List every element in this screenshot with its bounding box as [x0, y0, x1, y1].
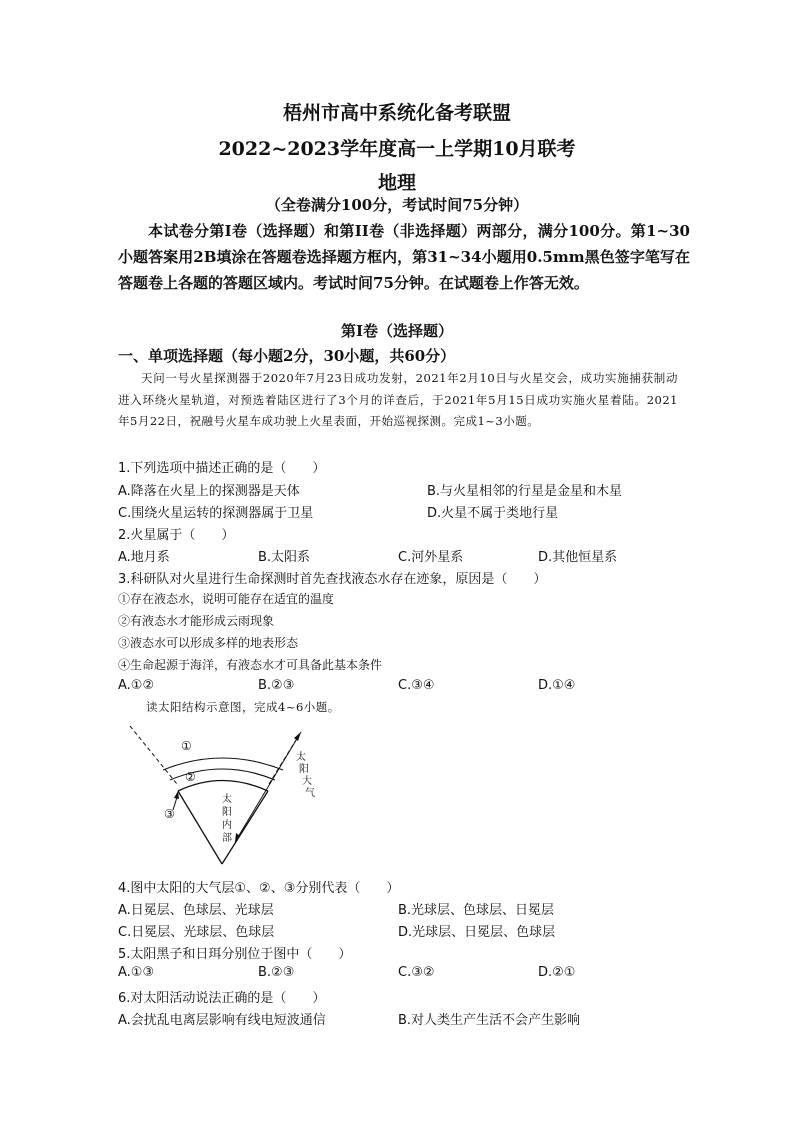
sun-structure-diagram — [118, 718, 318, 873]
q2-option-d: D.其他恒星系 — [538, 550, 618, 565]
q2-option-c: C.河外星系 — [398, 550, 464, 565]
q5-option-d: D.②① — [538, 965, 576, 980]
instructions: 本试卷分第I卷（选择题）和第II卷（非选择题）两部分，满分100分。第1~30小题答案用2B填涂在答题卷选择题方框内，第31~34小题用0.5mm黑色签字笔写在答题卷上各题的答题区域内。考试时间75分钟。在试题卷上作答无效。 — [118, 222, 690, 292]
q6-stem: 6.对太阳活动说法正确的是（ ） — [118, 991, 326, 1006]
q1-option-d: D.火星不属于类地行星 — [427, 506, 559, 521]
q5-option-c: C.③② — [398, 965, 435, 980]
exam-subtitle: 2022~2023学年度高一上学期10月联考 — [218, 138, 576, 160]
q2-option-b: B.太阳系 — [258, 550, 311, 565]
q5-stem: 5.太阳黑子和日珥分别位于图中（ ） — [118, 947, 352, 962]
q6-option-b: B.对人类生产生活不会产生影响 — [398, 1013, 581, 1028]
q4-option-c: C.日冕层、光球层、色球层 — [118, 925, 275, 940]
q2-stem: 2.火星属于（ ） — [118, 528, 235, 543]
part1-title: 第I卷（选择题） — [340, 322, 454, 340]
q1-option-b: B.与火星相邻的行星是金星和木星 — [427, 484, 623, 499]
q1-stem: 1.下列选项中描述正确的是（ ） — [118, 461, 326, 476]
q3-statement-3: ③液态水可以形成多样的地表形态 — [118, 636, 299, 650]
q3-statement-4: ④生命起源于海洋，有液态水才可具备此基本条件 — [118, 658, 383, 672]
layer-2-label: ② — [185, 770, 196, 784]
q1-option-a: A.降落在火星上的探测器是天体 — [118, 484, 300, 499]
layer-3-label: ③ — [164, 807, 175, 821]
q5-option-a: A.①③ — [118, 965, 155, 980]
q3-statement-1: ①存在液态水，说明可能存在适宜的温度 — [118, 592, 335, 606]
q2-option-a: A.地月系 — [118, 550, 170, 565]
sun-atmosphere-label: 太阳大气 — [296, 752, 315, 799]
exam-title: 梧州市高中系统化备考联盟 — [282, 102, 511, 124]
passage-1: 天问一号火星探测器于2020年7月23日成功发射，2021年2月10日与火星交会，成功实施捕获制动进入环绕火星轨道，对预选着陆区进行了3个月的详查后，于2021年5月15日成功实施火星着陆。2021年5月22日，祝融号火星车成功驶上火星表面，开始巡视探测。完成1~3小题。 — [118, 371, 678, 428]
passage-2: 读太阳结构示意图，完成4~6小题。 — [146, 700, 340, 714]
q5-option-b: B.②③ — [258, 965, 295, 980]
q4-option-d: D.光球层、日冕层、色球层 — [398, 925, 556, 940]
subject-title: 地理 — [377, 172, 416, 194]
section1-title: 一、单项选择题（每小题2分，30小题，共60分） — [118, 347, 456, 365]
layer-1-label: ① — [181, 739, 192, 753]
q3-option-d: D.①④ — [538, 678, 576, 693]
q1-option-c: C.围绕火星运转的探测器属于卫星 — [118, 506, 314, 521]
q3-stem: 3.科研队对火星进行生命探测时首先查找液态水存在迹象，原因是（ ） — [118, 572, 547, 587]
q4-option-a: A.日冕层、色球层、光球层 — [118, 903, 274, 918]
q3-statement-2: ②有液态水才能形成云雨现象 — [118, 614, 275, 628]
q6-option-a: A.会扰乱电离层影响有线电短波通信 — [118, 1013, 326, 1028]
q3-option-c: C.③④ — [398, 678, 435, 693]
q4-option-b: B.光球层、色球层、日冕层 — [398, 903, 555, 918]
q3-option-a: A.①② — [118, 678, 155, 693]
q4-stem: 4.图中太阳的大气层①、②、③分别代表（ ） — [118, 881, 400, 896]
score-note: （全卷满分100分，考试时间75分钟） — [265, 196, 529, 214]
sun-interior-label: 太阳内部 — [222, 794, 232, 844]
q3-option-b: B.②③ — [258, 678, 295, 693]
